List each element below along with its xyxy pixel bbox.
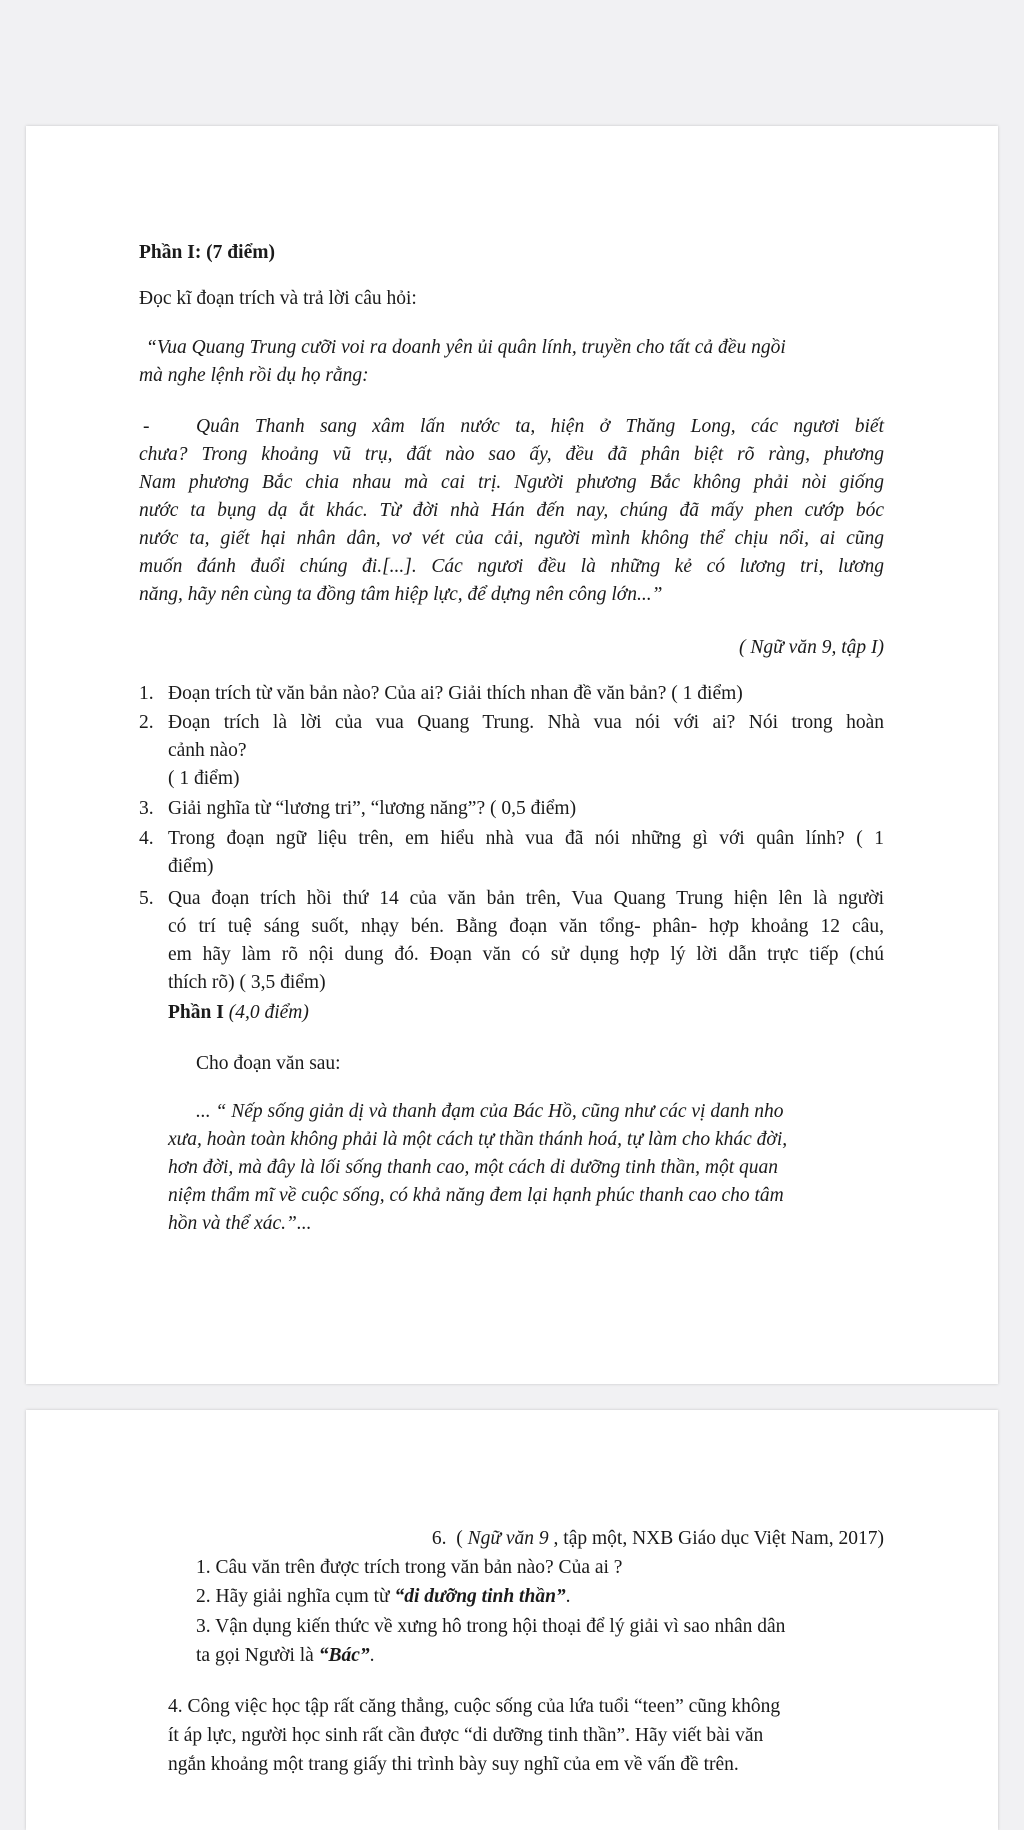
question-3-end: . — [369, 1645, 375, 1666]
part2-points: (4,0 điểm) — [223, 1002, 309, 1023]
question-line: cảnh nào? — [168, 740, 247, 761]
quote-body-line-7: năng, hãy nên cùng ta đồng tâm hiệp lực, để dựng nên công lớn...” — [139, 584, 663, 605]
question-2-text: 2. Hãy giải nghĩa cụm từ — [196, 1586, 395, 1607]
question-4-line-2: ít áp lực, người học sinh rất cần được “di dưỡng tinh thần”. Hãy viết bài văn — [168, 1725, 764, 1746]
question-line: có trí tuệ sáng suốt, nhạy bén. Bằng đoạn văn tổng- phân- hợp khoảng 12 câu, — [168, 916, 884, 937]
text-source — [226, 1526, 884, 1552]
question-line: Giải nghĩa từ “lương tri”, “lương năng”? ( 0,5 điểm) — [168, 798, 577, 819]
reading-instruction: Đọc kĩ đoạn trích và trả lời câu hỏi: — [139, 288, 417, 309]
question-2 — [196, 1584, 571, 1610]
question-2-term: “di dưỡng tinh thần” — [394, 1586, 566, 1607]
quote-body-line-4: nước ta bụng dạ ắt khác. Từ đời nhà Hán đến nay, chúng đã mấy phen cướp bóc — [139, 500, 884, 521]
source-number: 6. — [431, 1528, 447, 1549]
part2-title: Phần I — [168, 1002, 224, 1023]
question-line: điểm) — [168, 856, 214, 877]
part2-quote-line-4: niệm thẩm mĩ về cuộc sống, có khả năng đem lại hạnh phúc thanh cao cho tâm — [168, 1185, 784, 1206]
question-number: 3. — [139, 798, 154, 819]
part2-quote-line-1: ... “ Nếp sống giản dị và thanh đạm của Bác Hồ, cũng như các vị danh nho — [196, 1101, 784, 1122]
document-page-1 — [26, 126, 998, 1384]
question-4-line-1: 4. Công việc học tập rất căng thẳng, cuộc sống của lứa tuổi “teen” cũng không — [168, 1696, 781, 1717]
question-line: thích rõ) ( 3,5 điểm) — [168, 972, 326, 993]
question-3-line-2 — [196, 1643, 375, 1669]
quote-intro-line-2: mà nghe lệnh rồi dụ họ rằng: — [139, 365, 369, 386]
question-line: ( 1 điểm) — [168, 768, 240, 789]
question-number: 1. — [139, 683, 154, 704]
quote-body-line-6: muốn đánh đuổi chúng đi.[...]. Các ngươi đều là những kẻ có lương tri, lương — [139, 556, 884, 577]
question-number: 2. — [139, 712, 154, 733]
part2-heading — [168, 1000, 309, 1026]
question-line: Trong đoạn ngữ liệu trên, em hiểu nhà vua đã nói những gì với quân lính? ( 1 — [168, 828, 884, 849]
question-2-end: . — [565, 1586, 571, 1607]
question-line: Đoạn trích là lời của vua Quang Trung. Nhà vua nói với ai? Nói trong hoàn — [168, 712, 884, 733]
question-line: em hãy làm rõ nội dung đó. Đoạn văn có sử dụng hợp lý lời dẫn trực tiếp (chú — [168, 944, 884, 965]
quote-body-line-3: Nam phương Bắc chia nhau mà cai trị. Người phương Bắc không phải nòi giống — [139, 472, 884, 493]
question-4-line-3: ngắn khoảng một trang giấy thi trình bày suy nghĩ của em về vấn đề trên. — [168, 1754, 739, 1775]
source-book: Ngữ văn 9 — [467, 1528, 549, 1549]
quote-body-line-2: chưa? Trong khoảng vũ trụ, đất nào sao ấy, đều đã phân biệt rõ ràng, phương — [139, 444, 884, 465]
question-3-term: “Bác” — [318, 1645, 370, 1666]
quote-intro-line-1: “Vua Quang Trung cưỡi voi ra doanh yên ủi quân lính, truyền cho tất cả đều ngồi — [146, 337, 786, 358]
source-rest: , tập một, NXB Giáo dục Việt Nam, 2017) — [548, 1528, 884, 1549]
question-3-line-1: 3. Vận dụng kiến thức về xưng hô trong hội thoại để lý giải vì sao nhân dân — [196, 1616, 786, 1637]
source-open: ( — [456, 1528, 468, 1549]
quote-body-line-1: Quân Thanh sang xâm lấn nước ta, hiện ở Thăng Long, các ngươi biết — [196, 416, 884, 437]
part2-intro: Cho đoạn văn sau: — [196, 1053, 341, 1074]
question-line: Đoạn trích từ văn bản nào? Của ai? Giải thích nhan đề văn bản? ( 1 điểm) — [168, 683, 743, 704]
part2-quote-line-5: hồn và thể xác.”... — [168, 1213, 312, 1234]
question-3-text: ta gọi Người là — [196, 1645, 319, 1666]
question-number: 5. — [139, 888, 154, 909]
quote-dash: - — [143, 416, 150, 437]
question-1: 1. Câu văn trên được trích trong văn bản nào? Của ai ? — [196, 1557, 623, 1578]
question-number: 4. — [139, 828, 154, 849]
question-line: Qua đoạn trích hồi thứ 14 của văn bản trên, Vua Quang Trung hiện lên là người — [168, 888, 884, 909]
quote-source: ( Ngữ văn 9, tập I) — [739, 637, 884, 658]
part2-quote-line-3: hơn đời, mà đây là lối sống thanh cao, một cách di dưỡng tinh thần, một quan — [168, 1157, 779, 1178]
quote-body-line-5: nước ta, giết hại nhân dân, vơ vét của cải, người mình không thể chịu nổi, ai cũng — [139, 528, 884, 549]
part1-heading: Phần I: (7 điểm) — [139, 242, 275, 263]
part2-quote-line-2: xưa, hoàn toàn không phải là một cách tự thần thánh hoá, tự làm cho khác đời, — [168, 1129, 788, 1150]
document-page-2 — [26, 1410, 998, 1830]
